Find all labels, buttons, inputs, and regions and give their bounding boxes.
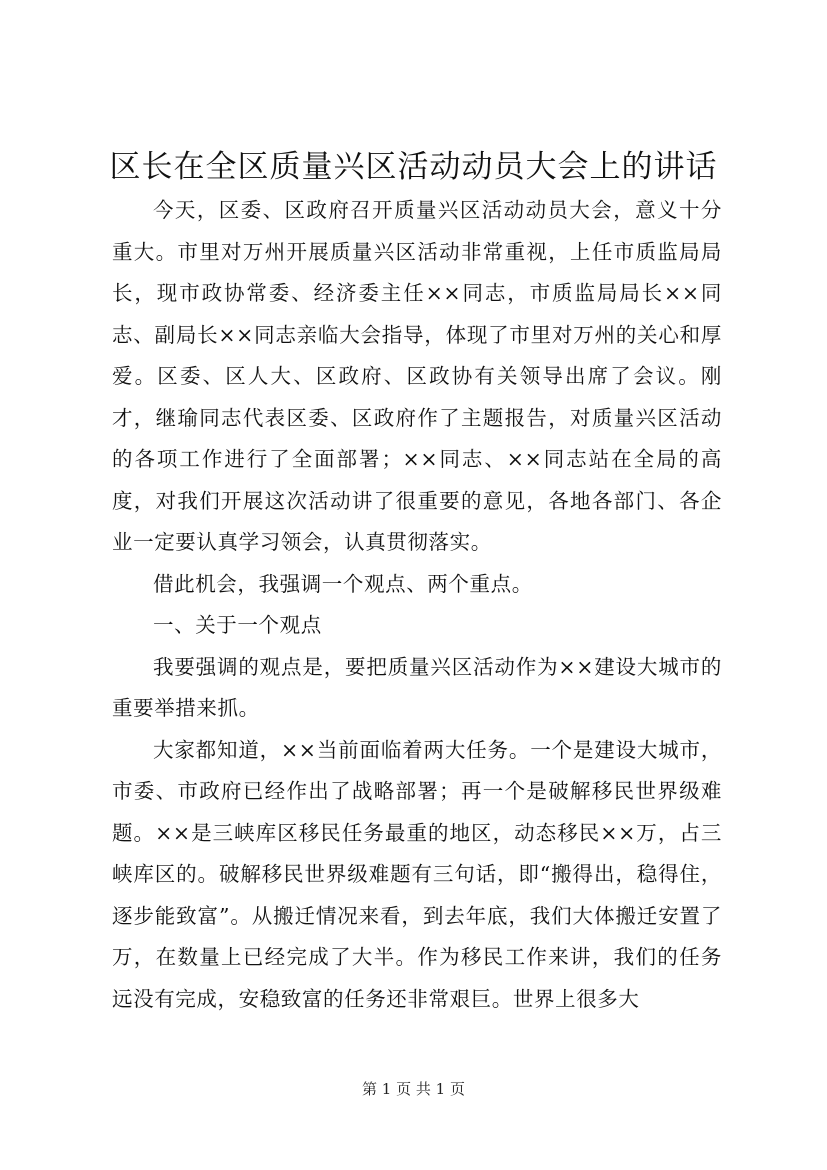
document-body (112, 190, 722, 1020)
paragraph-opening: 今天，区委、区政府召开质量兴区活动动员大会，意义十分重大。市里对万州开展质量兴区活动非常重视，上任市质监局局长，现市政协常委、经济委主任××同志，市质监局局长××同志、副局长××同志亲临大会指导，体现了市里对万州的关心和厚爱。区委、区人大、区政府、区政协有关领导出席了会议。刚才，继瑜同志代表区委、区政府作了主题报告，对质量兴区活动的各项工作进行了全面部署；××同志、××同志站在全局的高度，对我们开展这次活动讲了很重要的意见，各地各部门、各企业一定要认真学习领会，认真贯彻落实。 (112, 198, 722, 554)
page-footer: 第 1 页 共 1 页 (362, 1080, 465, 1098)
paragraph-viewpoint: 我要强调的观点是，要把质量兴区活动作为××建设大城市的重要举措来抓。 (112, 654, 722, 720)
document-title: 区长在全区质量兴区活动动员大会上的讲话 (109, 149, 718, 185)
section-heading-1: 一、关于一个观点 (153, 613, 322, 637)
paragraph-tasks: 大家都知道，××当前面临着两大任务。一个是建设大城市，市委、市政府已经作出了战略部署；再一个是破解移民世界级难题。××是三峡库区移民任务最重的地区，动态移民××万，占三峡库区的。破解移民世界级难题有三句话，即“搬得出，稳得住，逐步能致富”。从搬迁情况来看，到去年底，我们大体搬迁安置了万，在数量上已经完成了大半。作为移民工作来讲，我们的任务远没有完成，安稳致富的任务还非常艰巨。世界上很多大 (112, 737, 722, 1011)
paragraph-emphasis: 借此机会，我强调一个观点、两个重点。 (153, 571, 533, 596)
